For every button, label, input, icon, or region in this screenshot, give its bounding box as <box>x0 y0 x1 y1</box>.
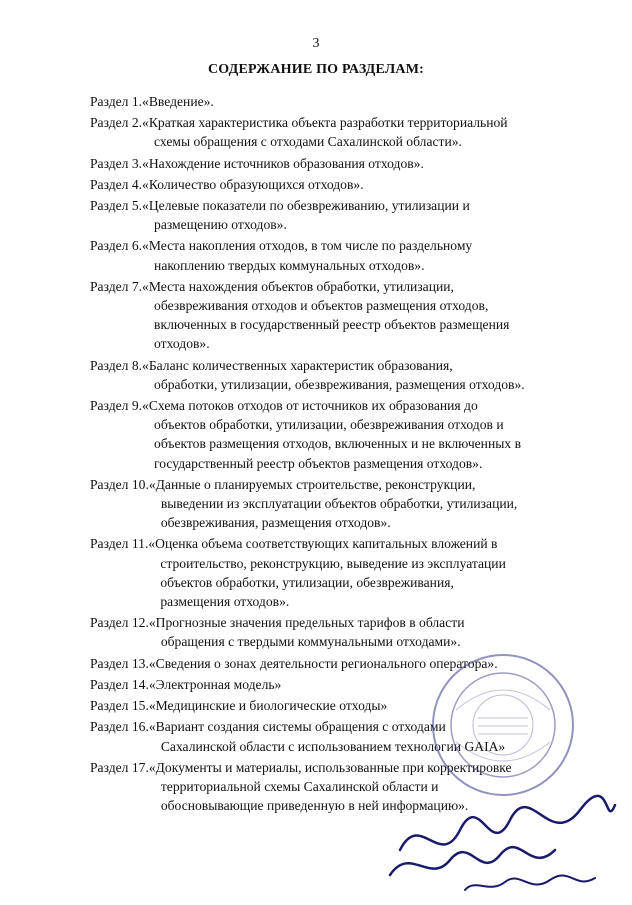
toc-entry <box>90 396 590 473</box>
section-title: «Краткая характеристика объекта разработки территориальной <box>142 115 508 131</box>
toc-entry <box>90 356 590 394</box>
section-title-continuation: обосновывающие приведенную в ней информацию». <box>160 798 469 814</box>
section-label: Раздел 7. <box>90 278 143 294</box>
section-title-continuation: размещению отходов». <box>154 217 287 233</box>
section-title: «Баланс количественных характеристик образования, <box>142 357 453 373</box>
section-title: «Схема потоков отходов от источников их образования до <box>142 398 478 414</box>
section-title-continuation: схемы обращения с отходами Сахалинской области». <box>154 134 462 150</box>
section-title-continuation: отходов». <box>154 336 210 352</box>
section-title-continuation: включенных в государственный реестр объектов размещения <box>154 317 510 333</box>
toc-entry <box>90 154 590 173</box>
section-title: «Прогнозные значения предельных тарифов в области <box>148 615 465 631</box>
toc-entry <box>90 475 590 533</box>
section-title: «Целевые показатели по обезвреживанию, утилизации и <box>142 198 470 214</box>
handwritten-signature-icon <box>380 790 620 900</box>
section-title: «Вариант создания системы обращения с отходами <box>148 719 446 735</box>
page-number: 3 <box>312 36 320 51</box>
toc-entry <box>90 92 590 111</box>
section-label: Раздел 10. <box>90 476 149 492</box>
section-title: «Оценка объема соответствующих капитальных вложений в <box>148 536 498 552</box>
section-title: «Медицинские и биологические отходы» <box>148 698 388 714</box>
section-title: «Места накопления отходов, в том числе по раздельному <box>142 238 473 254</box>
section-label: Раздел 13. <box>90 655 149 671</box>
section-title: «Введение». <box>142 94 214 109</box>
section-label: Раздел 12. <box>90 615 149 631</box>
section-title-continuation: обезвреживания отходов и объектов размещения отходов, <box>154 298 489 314</box>
section-title: «Места нахождения объектов обработки, утилизации, <box>142 278 454 294</box>
toc-entry <box>90 613 590 651</box>
section-title: «Нахождение источников образования отходов». <box>142 155 424 171</box>
section-title-continuation: Сахалинской области с использованием технологии GAIA» <box>160 738 506 754</box>
section-title-continuation: объектов размещения отходов, включенных и не включенных в <box>154 436 521 452</box>
section-title-continuation: размещения отходов». <box>160 594 290 610</box>
section-title-continuation: государственный реестр объектов размещения отходов». <box>154 455 483 471</box>
section-title-continuation: выведении из эксплуатации объектов обработки, утилизации, <box>160 496 518 512</box>
section-title-continuation: объектов обработки, утилизации, обезвреживания отходов и <box>154 417 504 433</box>
toc-entry <box>90 113 590 151</box>
section-label: Раздел 9. <box>90 398 143 414</box>
section-label: Раздел 14. <box>90 676 149 692</box>
toc-entry <box>90 236 590 274</box>
toc-entry <box>90 534 590 611</box>
section-label: Раздел 2. <box>90 115 143 131</box>
section-label: Раздел 16. <box>90 719 149 735</box>
section-label: Раздел 5. <box>90 198 143 214</box>
section-title-continuation: обращения с твердыми коммунальными отходами». <box>160 634 461 650</box>
section-title: «Количество образующихся отходов». <box>142 176 364 192</box>
page-title: СОДЕРЖАНИЕ ПО РАЗДЕЛАМ: <box>207 62 425 77</box>
section-label: Раздел 11. <box>90 536 149 552</box>
section-title-continuation: обезвреживания, размещения отходов». <box>160 515 391 531</box>
section-title: «Данные о планируемых строительстве, реконструкции, <box>148 476 476 492</box>
section-title: «Электронная модель» <box>148 676 282 692</box>
section-label: Раздел 3. <box>90 155 143 171</box>
toc-entry <box>90 175 590 194</box>
section-label: Раздел 8. <box>90 357 143 373</box>
section-label: Раздел 6. <box>90 238 143 254</box>
section-label: Раздел 1. <box>90 94 143 109</box>
section-title-continuation: строительство, реконструкцию, выведение из эксплуатации <box>160 555 506 571</box>
section-title: «Документы и материалы, использованные при корректировке <box>148 759 512 775</box>
section-label: Раздел 17. <box>90 759 149 775</box>
section-title-continuation: территориальной схемы Сахалинской области и <box>160 778 439 794</box>
toc-entry <box>90 277 590 354</box>
official-stamp-icon <box>428 650 578 800</box>
section-label: Раздел 15. <box>90 698 149 714</box>
section-label: Раздел 4. <box>90 176 143 192</box>
section-title-continuation: обработки, утилизации, обезвреживания, размещения отходов». <box>154 376 525 392</box>
toc-entry <box>90 196 590 234</box>
section-title: «Сведения о зонах деятельности регионального оператора». <box>148 655 498 671</box>
section-title-continuation: накоплению твердых коммунальных отходов». <box>154 257 425 273</box>
section-title-continuation: объектов обработки, утилизации, обезвреживания, <box>160 574 454 590</box>
